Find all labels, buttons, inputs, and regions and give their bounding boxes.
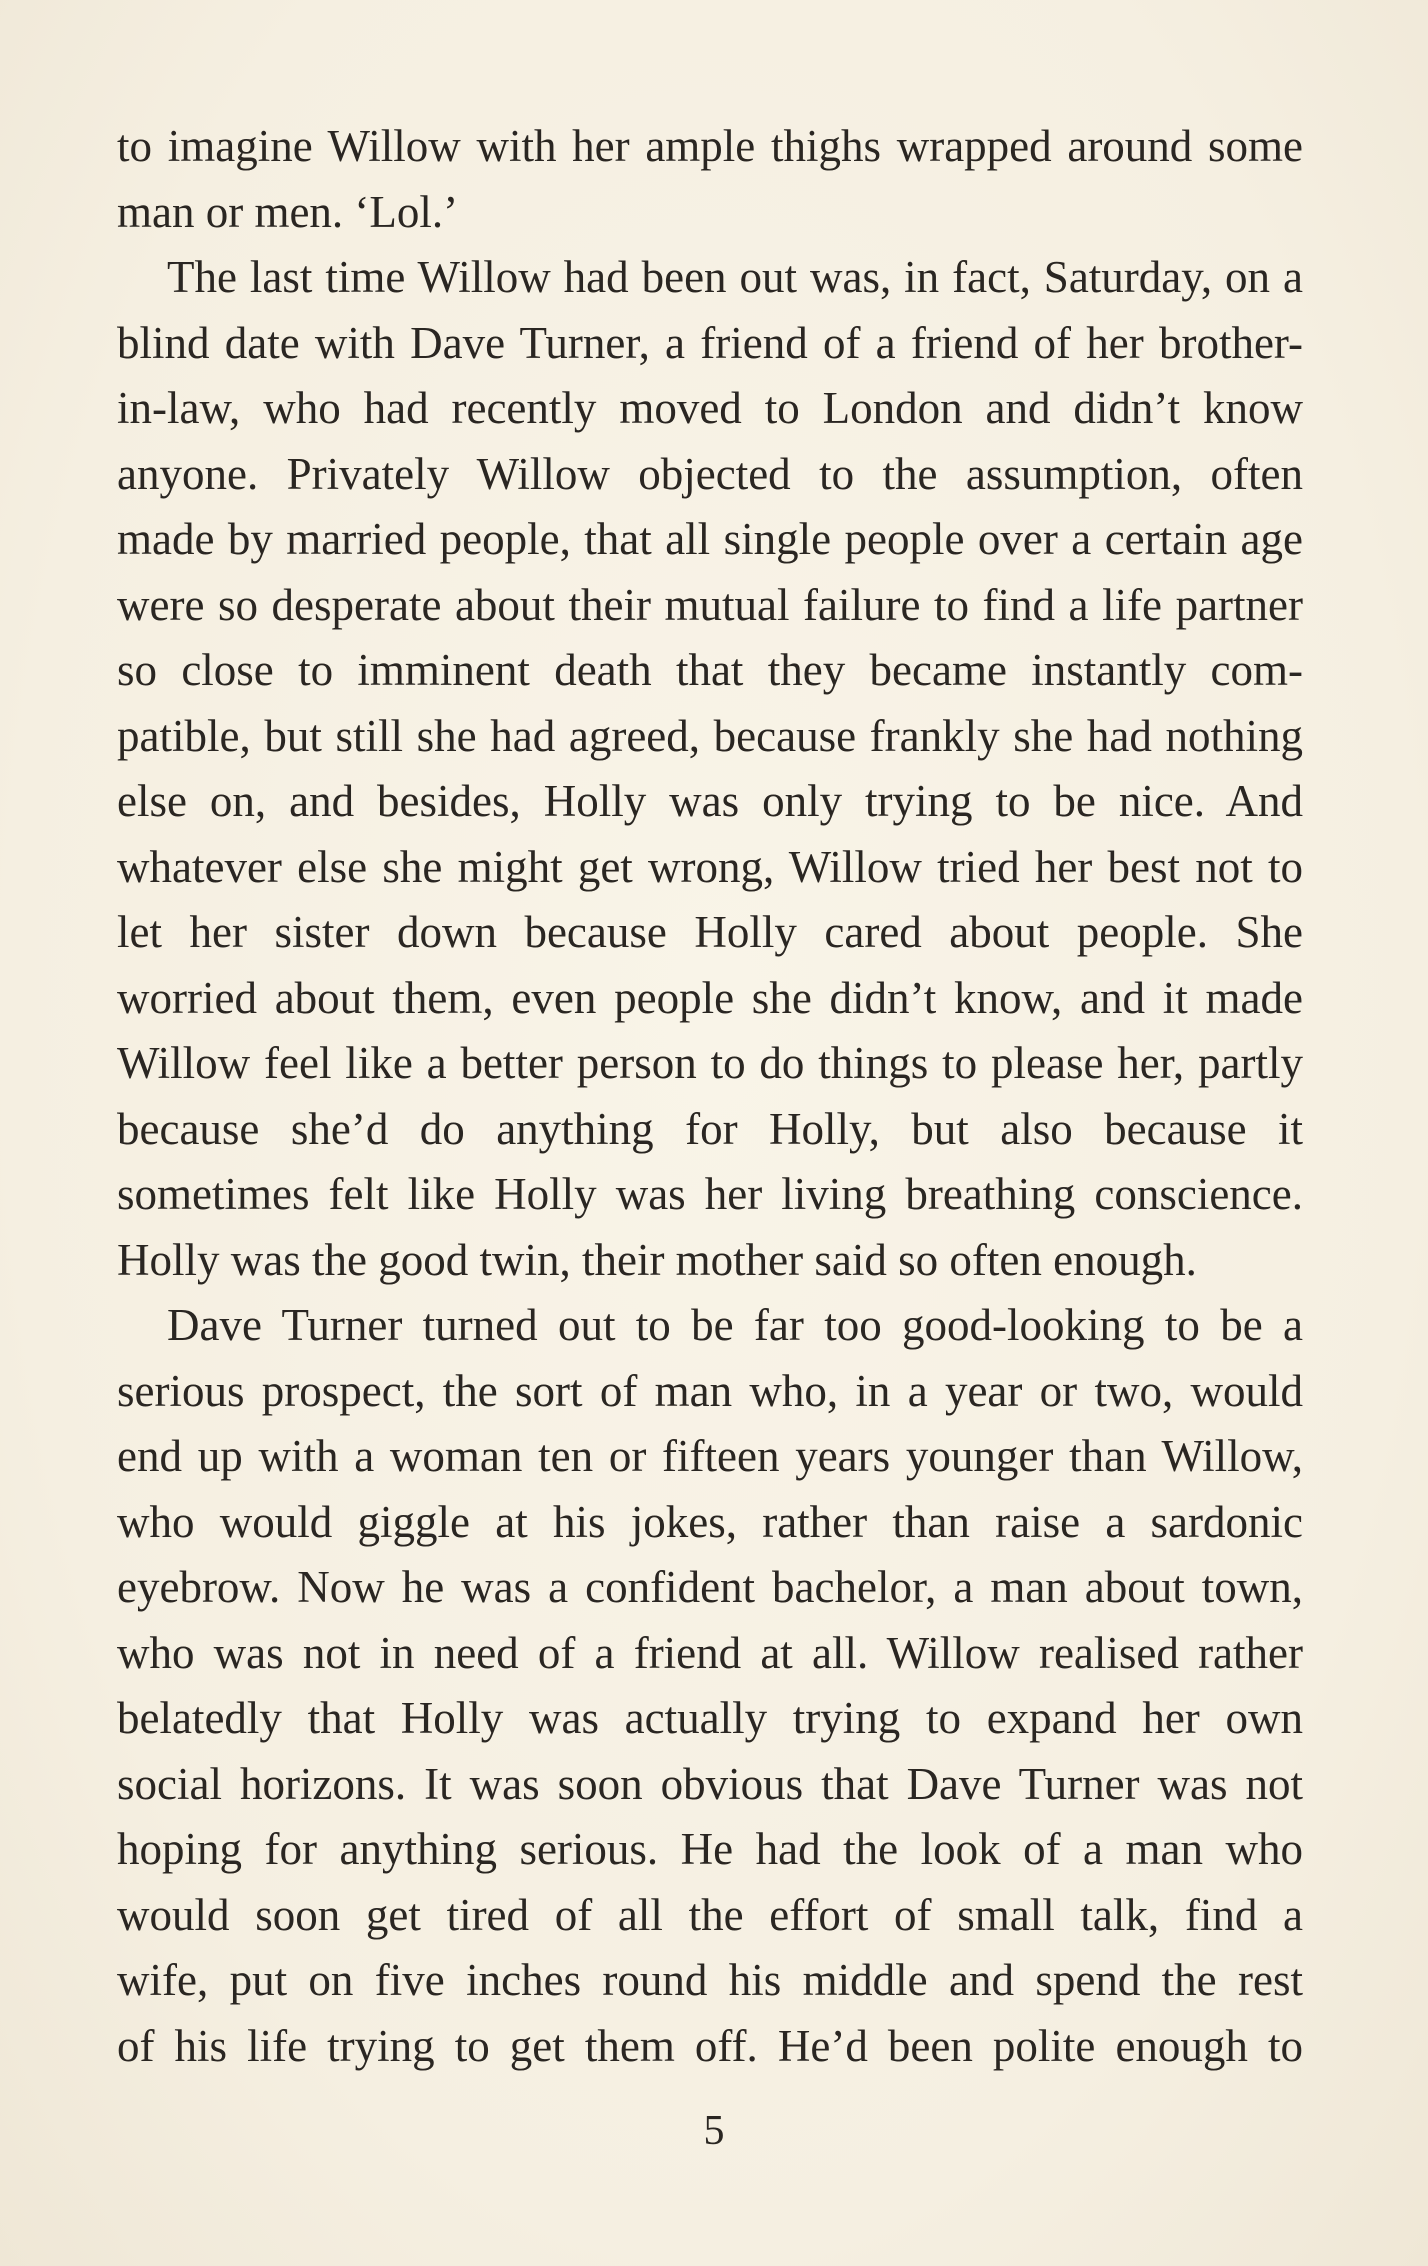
text-line: because she’d do anything for Holly, but also because it xyxy=(117,1103,1303,1154)
text-line: serious prospect, the sort of man who, in a year or two, would xyxy=(117,1365,1303,1416)
text-line: sometimes felt like Holly was her living breathing conscience. xyxy=(117,1169,1303,1219)
text-line: Willow feel like a better person to do things to please her, partly xyxy=(117,1038,1303,1088)
text-line: man or men. ‘Lol.’ xyxy=(117,186,459,237)
text-line: of his life trying to get them off. He’d been polite enough to xyxy=(117,2020,1303,2071)
text-line: Holly was the good twin, their mother said so often enough. xyxy=(117,1234,1197,1285)
text-line: would soon get tired of all the effort of small talk, find a xyxy=(117,1889,1303,1940)
text-line: Dave Turner turned out to be far too good-looking to be a xyxy=(167,1300,1303,1350)
text-line: made by married people, that all single people over a certain age xyxy=(117,514,1303,564)
page-number: 5 xyxy=(703,2108,725,2154)
text-line: else on, and besides, Holly was only trying to be nice. And xyxy=(117,776,1303,826)
text-line: whatever else she might get wrong, Willow tried her best not to xyxy=(117,841,1303,892)
text-line: worried about them, even people she didn’t know, and it made xyxy=(117,972,1303,1023)
text-line: social horizons. It was soon obvious that Dave Turner was not xyxy=(117,1758,1303,1809)
text-line: in-law, who had recently moved to London and didn’t know xyxy=(117,383,1303,433)
text-line: end up with a woman ten or fifteen years younger than Willow, xyxy=(117,1431,1303,1481)
text-line: to imagine Willow with her ample thighs wrapped around some xyxy=(117,121,1303,171)
text-line: let her sister down because Holly cared about people. She xyxy=(117,907,1303,957)
text-line: patible, but still she had agreed, because frankly she had nothing xyxy=(117,710,1303,761)
text-line: who would giggle at his jokes, rather than raise a sardonic xyxy=(117,1496,1303,1547)
text-line: belatedly that Holly was actually trying to expand her own xyxy=(117,1693,1303,1743)
text-line: so close to imminent death that they became instantly com- xyxy=(117,645,1303,695)
text-line: who was not in need of a friend at all. Willow realised rather xyxy=(117,1627,1303,1678)
text-line: hoping for anything serious. He had the look of a man who xyxy=(117,1824,1303,1874)
text-line: The last time Willow had been out was, in fact, Saturday, on a xyxy=(167,252,1303,302)
text-line: blind date with Dave Turner, a friend of a friend of her brother- xyxy=(117,317,1303,368)
text-line: anyone. Privately Willow objected to the assumption, often xyxy=(117,448,1303,499)
text-line: wife, put on five inches round his middle and spend the rest xyxy=(117,1955,1303,2005)
body-text xyxy=(117,114,1303,2079)
text-line: eyebrow. Now he was a confident bachelor, a man about town, xyxy=(117,1562,1303,1612)
text-line: were so desperate about their mutual failure to find a life partner xyxy=(117,579,1303,630)
